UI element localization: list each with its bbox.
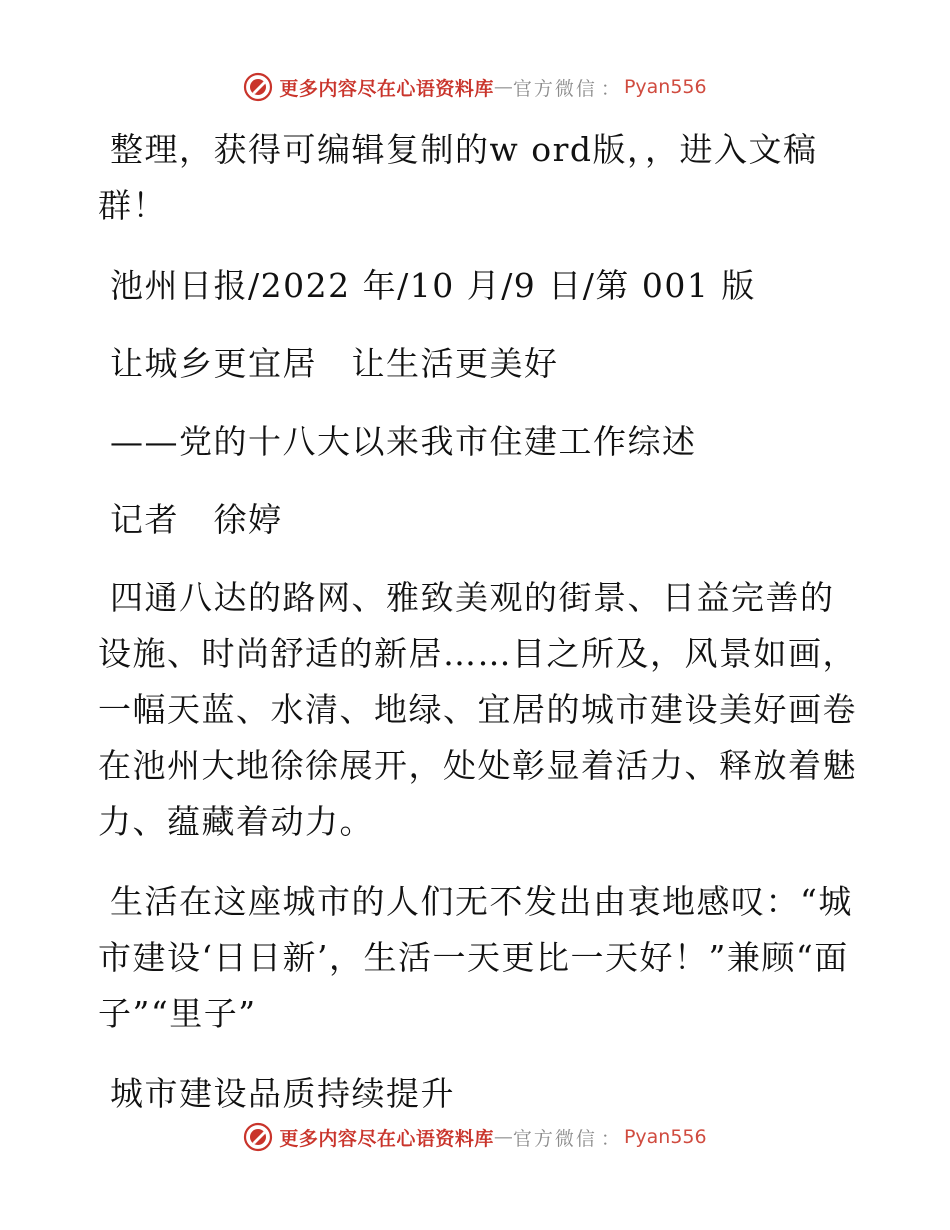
watermark-wechat-label: 官方微信 [512,1127,597,1150]
section-heading: 城市建设品质持续提升 [110,1074,455,1113]
intro-paragraph: 整理，获得可编辑复制的w ord版，，进入文稿群！ [98,130,818,225]
watermark-separator: ： [600,1127,620,1150]
body-paragraph: 四通八达的路网、雅致美观的街景、日益完善的设施、时尚舒适的新居……目之所及，风景如画，一幅天蓝、水清、地绿、宜居的城市建设美好画卷在池州大地徐徐展开，处处彰显着活力、释放着魅力、蕴藏着动力。 [98,578,857,841]
article-subtitle: ——党的十八大以来我市住建工作综述 [110,422,697,461]
byline: 记者 徐婷 [110,500,283,539]
footer-watermark [0,1122,950,1152]
body-paragraph: 生活在这座城市的人们无不发出由衷地感叹：“城市建设‘日日新’，生活一天更比一天好！”兼顾“面子”“里子” [98,882,853,1033]
watermark-dash: — [493,1126,513,1148]
article-title: 让城乡更宜居 让生活更美好 [110,344,559,383]
pen-logo-icon [243,72,273,102]
source-line: 池州日报/2022 年/10 月/9 日/第 001 版 [110,266,756,305]
watermark-main-text: 更多内容尽在心语资料库 [279,77,494,100]
document-body [98,122,858,1146]
watermark-main-text: 更多内容尽在心语资料库 [279,1127,494,1150]
watermark-dash: — [493,76,513,98]
pen-logo-icon [243,1122,273,1152]
header-watermark [0,72,950,102]
watermark-wechat-id: Pyan556 [623,1126,707,1148]
watermark-wechat-label: 官方微信 [512,77,597,100]
watermark-wechat-id: Pyan556 [623,76,707,98]
watermark-separator: ： [600,77,620,100]
